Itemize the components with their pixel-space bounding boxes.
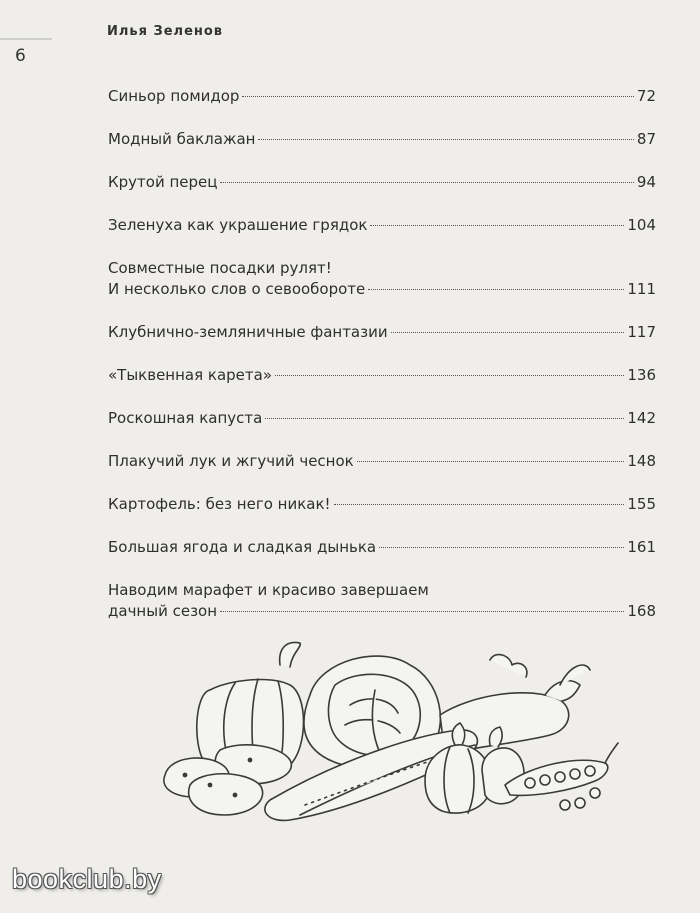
toc-entry-page: 168 — [627, 602, 656, 620]
leader-dots — [391, 332, 625, 333]
running-head-author: Илья Зеленов — [107, 24, 224, 39]
toc-entry — [108, 365, 656, 386]
leader-dots — [334, 504, 625, 505]
toc-entry-page: 117 — [627, 323, 656, 341]
leader-dots — [275, 375, 624, 376]
leader-dots — [220, 611, 624, 612]
toc-entry-page: 155 — [627, 495, 656, 513]
toc-entry — [108, 408, 656, 429]
toc-entry-title-line: Совместные посадки рулят! — [108, 259, 332, 277]
toc-entry-title: Модный баклажан — [108, 130, 256, 148]
toc-entry — [108, 322, 656, 343]
toc-entry-title: Синьор помидор — [108, 87, 240, 105]
vegetables-illustration — [150, 635, 620, 835]
toc-entry — [108, 129, 656, 150]
toc-entry-page: 111 — [627, 280, 656, 298]
toc-entry-title: Плакучий лук и жгучий чеснок — [108, 452, 354, 470]
toc-entry — [108, 258, 656, 300]
table-of-contents — [108, 86, 656, 644]
leader-dots — [368, 289, 624, 290]
toc-entry-title: Роскошная капуста — [108, 409, 263, 427]
leader-dots — [258, 139, 633, 140]
toc-entry — [108, 451, 656, 472]
leader-dots — [265, 418, 624, 419]
toc-entry-title: Большая ягода и сладкая дынька — [108, 538, 377, 556]
toc-entry — [108, 86, 656, 107]
toc-entry-title: «Тыквенная карета» — [108, 366, 273, 384]
toc-entry-page: 87 — [636, 130, 656, 148]
top-rule — [0, 38, 52, 40]
toc-entry-page: 142 — [627, 409, 656, 427]
toc-entry-title: дачный сезон — [108, 602, 218, 620]
leader-dots — [379, 547, 624, 548]
leader-dots — [370, 225, 624, 226]
leader-dots — [242, 96, 633, 97]
page-number: 6 — [15, 46, 26, 66]
toc-entry — [108, 215, 656, 236]
toc-entry — [108, 580, 656, 622]
toc-entry-title: И несколько слов о севообороте — [108, 280, 366, 298]
toc-entry — [108, 494, 656, 515]
leader-dots — [357, 461, 625, 462]
toc-entry-page: 161 — [627, 538, 656, 556]
toc-entry-title: Крутой перец — [108, 173, 218, 191]
watermark: bookclub.by — [12, 864, 162, 894]
toc-entry-title: Картофель: без него никак! — [108, 495, 331, 513]
toc-entry-title: Зеленуха как украшение грядок — [108, 216, 368, 234]
toc-entry-title: Клубнично-земляничные фантазии — [108, 323, 388, 341]
toc-entry — [108, 537, 656, 558]
pea-pod-illustration — [505, 743, 618, 810]
toc-entry-page: 148 — [627, 452, 656, 470]
toc-entry-page: 104 — [627, 216, 656, 234]
toc-entry-title-line: Наводим марафет и красиво завершаем — [108, 581, 429, 599]
toc-entry — [108, 172, 656, 193]
toc-entry-page: 94 — [636, 173, 656, 191]
toc-entry-page: 72 — [636, 87, 656, 105]
toc-entry-page: 136 — [627, 366, 656, 384]
leader-dots — [220, 182, 633, 183]
